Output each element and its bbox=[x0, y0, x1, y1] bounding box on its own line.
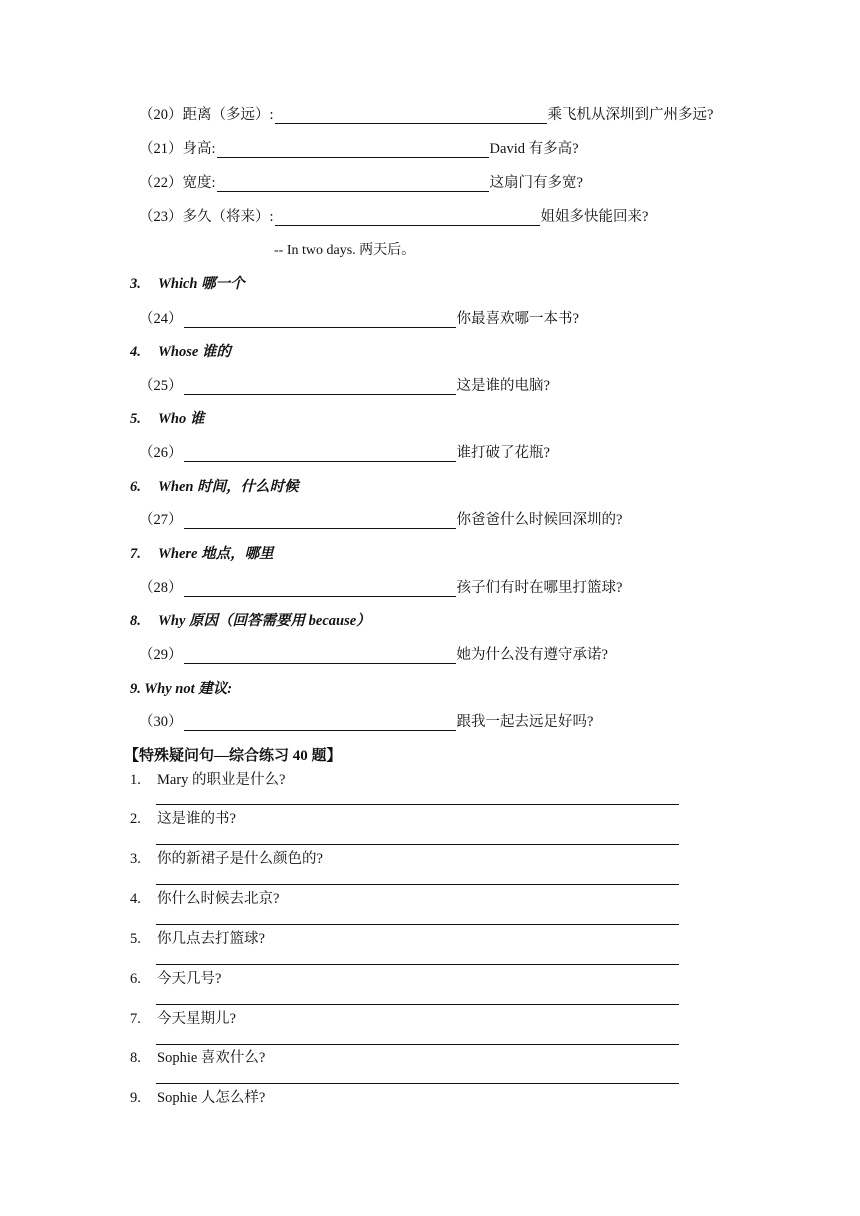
answer-line[interactable] bbox=[156, 1083, 679, 1084]
question-label: （24） bbox=[139, 311, 183, 327]
question-label: （30） bbox=[139, 714, 183, 730]
question-label: （27） bbox=[139, 512, 183, 528]
practice-item-number: 8. bbox=[130, 1050, 141, 1066]
practice-item bbox=[130, 890, 279, 908]
section-heading-whose: 4. Whose 谁的 bbox=[130, 344, 231, 360]
answer-blank[interactable] bbox=[217, 143, 489, 158]
section-heading-why-not: 9. Why not 建议: bbox=[130, 681, 233, 697]
answer-line[interactable] bbox=[156, 804, 679, 805]
practice-item bbox=[130, 1010, 236, 1028]
practice-item bbox=[130, 810, 236, 828]
practice-item-text: 你的新裙子是什么颜色的? bbox=[157, 851, 323, 867]
question-label: （26） bbox=[139, 445, 183, 461]
practice-item-number: 5. bbox=[130, 931, 141, 947]
practice-item-number: 1. bbox=[130, 772, 141, 788]
practice-item-number: 2. bbox=[130, 811, 141, 827]
practice-item bbox=[130, 1049, 265, 1067]
question-prompt: David 有多高? bbox=[489, 141, 579, 157]
practice-item-text: 今天星期儿? bbox=[157, 1011, 236, 1027]
practice-item bbox=[130, 1089, 265, 1107]
answer-line[interactable] bbox=[156, 924, 679, 925]
question-23 bbox=[139, 208, 648, 226]
question-label: （23）多久（将来）: bbox=[139, 209, 274, 225]
answer-blank[interactable] bbox=[184, 380, 456, 395]
answer-line[interactable] bbox=[156, 964, 679, 965]
practice-item bbox=[130, 970, 221, 988]
question-30 bbox=[139, 713, 593, 731]
section-heading-who: 5. Who 谁 bbox=[130, 411, 205, 427]
question-prompt: 跟我一起去远足好吗? bbox=[456, 714, 594, 730]
answer-line[interactable] bbox=[156, 1044, 679, 1045]
practice-item-text: Mary 的职业是什么? bbox=[157, 772, 286, 788]
question-prompt: 孩子们有时在哪里打篮球? bbox=[456, 580, 623, 596]
practice-item-number: 9. bbox=[130, 1090, 141, 1106]
practice-item-number: 7. bbox=[130, 1011, 141, 1027]
answer-blank[interactable] bbox=[184, 582, 456, 597]
practice-item-text: 你几点去打篮球? bbox=[157, 931, 265, 947]
answer-blank[interactable] bbox=[275, 109, 547, 124]
question-label: （25） bbox=[139, 378, 183, 394]
question-prompt: 你爸爸什么时候回深圳的? bbox=[456, 512, 623, 528]
question-21 bbox=[139, 140, 579, 158]
answer-hint: -- In two days. 两天后。 bbox=[274, 243, 416, 258]
question-26 bbox=[139, 444, 550, 462]
question-label: （20）距离（多远）: bbox=[139, 107, 274, 123]
practice-item-text: 你什么时候去北京? bbox=[157, 891, 280, 907]
practice-title: 【特殊疑问句—综合练习 40 题】 bbox=[124, 748, 342, 764]
question-25 bbox=[139, 377, 550, 395]
answer-blank[interactable] bbox=[184, 313, 456, 328]
question-prompt: 谁打破了花瓶? bbox=[456, 445, 550, 461]
question-27 bbox=[139, 511, 622, 529]
practice-item bbox=[130, 930, 265, 948]
practice-item-text: Sophie 人怎么样? bbox=[157, 1090, 266, 1106]
question-label: （29） bbox=[139, 647, 183, 663]
question-label: （21）身高: bbox=[139, 141, 216, 157]
section-heading-which: 3. Which 哪一个 bbox=[130, 276, 245, 292]
answer-blank[interactable] bbox=[184, 716, 456, 731]
section-heading-where: 7. Where 地点，哪里 bbox=[130, 546, 274, 562]
practice-item-number: 3. bbox=[130, 851, 141, 867]
question-prompt: 你最喜欢哪一本书? bbox=[456, 311, 579, 327]
question-prompt: 乘飞机从深圳到广州多远? bbox=[547, 107, 714, 123]
practice-item-text: 今天几号? bbox=[157, 971, 222, 987]
question-prompt: 她为什么没有遵守承诺? bbox=[456, 647, 608, 663]
practice-item-text: 这是谁的书? bbox=[157, 811, 236, 827]
section-heading-when: 6. When 时间，什么时候 bbox=[130, 479, 299, 495]
answer-line[interactable] bbox=[156, 844, 679, 845]
answer-blank[interactable] bbox=[275, 211, 540, 226]
answer-blank[interactable] bbox=[184, 514, 456, 529]
question-label: （22）宽度: bbox=[139, 175, 216, 191]
practice-item-number: 4. bbox=[130, 891, 141, 907]
question-prompt: 这是谁的电脑? bbox=[456, 378, 550, 394]
question-prompt: 姐姐多快能回来? bbox=[540, 209, 649, 225]
question-29 bbox=[139, 646, 608, 664]
practice-item-text: Sophie 喜欢什么? bbox=[157, 1050, 266, 1066]
answer-blank[interactable] bbox=[184, 447, 456, 462]
practice-item-number: 6. bbox=[130, 971, 141, 987]
question-28 bbox=[139, 579, 622, 597]
question-24 bbox=[139, 310, 579, 328]
question-20 bbox=[139, 106, 713, 124]
practice-item bbox=[130, 850, 323, 868]
question-label: （28） bbox=[139, 580, 183, 596]
answer-line[interactable] bbox=[156, 1004, 679, 1005]
question-22 bbox=[139, 174, 583, 192]
practice-item bbox=[130, 771, 285, 789]
question-prompt: 这扇门有多宽? bbox=[489, 175, 583, 191]
section-heading-why: 8. Why 原因（回答需要用 because） bbox=[130, 613, 371, 629]
answer-blank[interactable] bbox=[217, 177, 489, 192]
answer-line[interactable] bbox=[156, 884, 679, 885]
answer-blank[interactable] bbox=[184, 649, 456, 664]
